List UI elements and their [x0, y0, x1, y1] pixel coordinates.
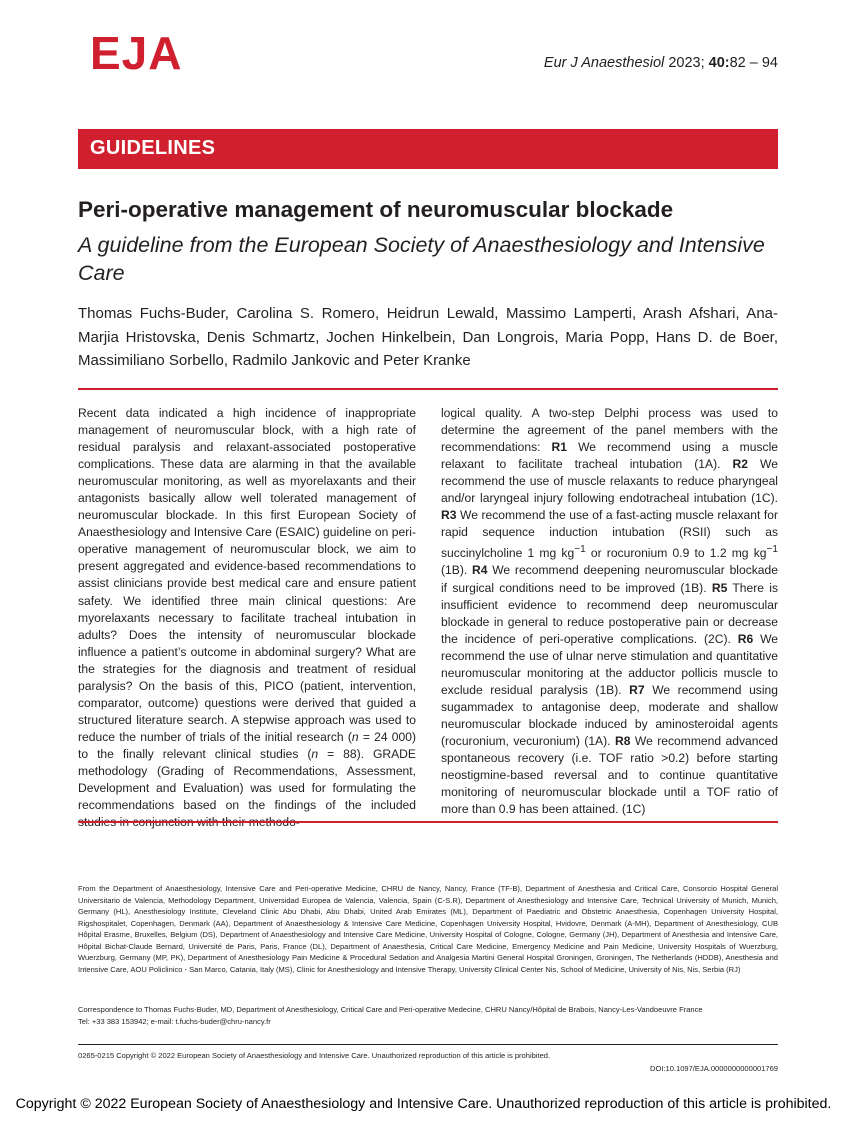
recommendation-label: R4: [471, 563, 488, 578]
recommendation-text: There is insufficient evidence to recommend deep neuromuscular blockade in general to reduce postoperative pain or decrease the incidence of peri-operative complications. (2C).: [441, 580, 779, 646]
recommendation-text: We recommend using sugammadex to antagonise deep, moderate and shallow neuromuscular blockade induced by aminosteroidal agents (rocuronium, vecuronium) (1A).: [441, 682, 778, 748]
recommendation-label: R2: [732, 457, 748, 472]
recommendation-label: R8: [614, 733, 631, 748]
copyright-line: 0265-0215 Copyright © 2022 European Society of Anaesthesiology and Intensive Care. Unauthorized reproduction of this article is prohibited.: [78, 1051, 551, 1060]
journal-volume: 40:: [708, 55, 730, 71]
divider: [78, 821, 778, 823]
recommendation-text: We recommend the use of ulnar nerve stimulation and quantitative neuromuscular monitoring at the adductor pollicis muscle to exclude residual paralysis (1B).: [441, 631, 778, 697]
doi: DOI:10.1097/EJA.0000000000001769: [650, 1064, 778, 1073]
abstract-left-column: [78, 405, 416, 831]
recommendation-label: R5: [711, 580, 728, 595]
correspondence: [78, 1004, 778, 1027]
recommendation-text: (1B).: [441, 563, 472, 578]
journal-pages: 82 – 94: [729, 55, 778, 71]
superscript: −1: [766, 544, 778, 556]
article-subtitle: A guideline from the European Society of Anaesthesiology and Intensive Care: [78, 233, 765, 285]
recommendation-label: R1: [551, 440, 568, 455]
recommendation-label: R3: [441, 508, 457, 523]
abstract-text: Recent data indicated a high incidence of inappropriate management of neuromuscular block, with a high rate of residual paralysis and relaxant-associated postoperative complications. These data are alarming in that the available neuromuscular monitoring, as well as myorelaxants and their antagonists basically allow well tolerated management of neuromuscular blockade. In this first European Society of Anaesthesiology and Intensive Care (ESAIC) guideline on peri-operative management of neuromuscular block, we aim to present aggregated and evidence-based recommendations to assist clinicians provide best medical care and ensure patient safety. We identified three main clinical questions: Are myorelaxants necessary to facilitate tracheal intubation in adults? Does the intensity of neuromuscular blockade influence a patient’s outcome in abdominal surgery? What are the strategies for the diagnosis and treatment of residual paralysis? On the basis of this, PICO (patient, intervention, comparator, outcome) questions were derived that guided a structured literature search. A stepwise approach was used to reduce the number of trials of the initial research (: [78, 406, 416, 744]
n-symbol: n: [351, 729, 359, 744]
section-banner: [78, 129, 778, 169]
section-label: GUIDELINES: [90, 137, 216, 159]
divider: [78, 388, 778, 390]
page-footer: Copyright © 2022 European Society of Anaesthesiology and Intensive Care. Unauthorized reproduction of this article is prohibited.: [15, 1096, 832, 1112]
recommendation-text: We recommend the use of a fast-acting muscle relaxant for rapid sequence induction intubation (RSII) such as succinylcholine 1 mg kg: [441, 508, 778, 561]
abstract-text: = 88). GRADE methodology (Grading of Recommendations, Assessment, Development and Evaluation) was used for formulating the recommendations based on the findings of the included: [78, 746, 416, 813]
recommendation-text: We recommend deepening neuromuscular blockade if surgical conditions need to be improved (1B).: [441, 563, 778, 595]
n-symbol: n: [311, 746, 319, 761]
superscript: −1: [574, 544, 586, 556]
abstract-text: = 24 000) to the finally relevant clinical studies (: [78, 729, 416, 761]
correspondence-contact: Tel: +33 383 153942; e-mail: t.fuchs-buder@chru-nancy.fr: [78, 1016, 271, 1026]
recommendation-text: We recommend the use of muscle relaxants to reduce pharyngeal and/or laryngeal injury following endotracheal intubation (1C).: [441, 457, 778, 506]
divider: [78, 1044, 778, 1045]
recommendation-label: R7: [629, 682, 645, 697]
correspondence-address: Correspondence to Thomas Fuchs-Buder, MD, Department of Anesthesiology, Critical Care and Peri-operative Medecine, CHRU Nancy/Hôpital de Brabois, Nancy-Les-Vandoeuvre France: [78, 1005, 703, 1014]
journal-name: Eur J Anaesthesiol: [543, 55, 665, 71]
recommendation-text: We recommend using a muscle relaxant to facilitate tracheal intubation (1A).: [441, 440, 778, 472]
recommendation-label: R6: [737, 631, 754, 646]
author-list: Thomas Fuchs-Buder, Carolina S. Romero, Heidrun Lewald, Massimo Lamperti, Arash Afshari, Ana-Marjia Hristovska, Denis Schmartz, Jochen Hinkelbein, Dan Longrois, Maria Popp, Hans D. de Boer, Massimiliano Sorbello, Radmilo Jankovic and Peter Kranke: [78, 305, 778, 369]
recommendation-text: or rocuronium 0.9 to 1.2 mg kg: [585, 546, 767, 561]
journal-logo: EJA: [90, 27, 183, 79]
journal-year: 2023;: [668, 55, 705, 71]
abstract-text: logical quality. A two-step Delphi process was used to determine the agreement of the panel members with the recommendations:: [441, 406, 778, 455]
article-title: Peri-operative management of neuromuscular blockade: [78, 197, 674, 222]
abstract-right-column: [441, 405, 778, 818]
affiliations: From the Department of Anaesthesiology, Intensive Care and Peri-operative Medicine, CHRU de Nancy, Nancy, France (TF-B), Department of Anesthesia and Critical Care, Consorcio Hospital General Universitario de Valencia, Methodology Department, Universidad Europea de Valencia, Valencia, Spain (C-S.R), Department of Anesthesiology and Intensive Care, Technical University of Munich, Munich, Germany (HL), Anesthesiology Institute, Cleveland Clinic Abu Dhabi, Abu Dhabi, United Arab Emirates (ML), Department of Paediatric and Obstetric Anaesthesia, Copenhagen University Hospital, Rigshospitalet, Copenhagen, Denmark (AA), Department of Anaesthesiology & Intensive Care Medicine, Copenhagen University Hospital, Hvidovre, Denmark (A-MH), Department of Anesthesiology, CUB Hôpital Erasme, Bruxelles, Belgium (DS), Department of Anaesthesiology and Intensive Care Medicine, University Hospital of Cologne, Cologne, Germany (JH), Department of Anesthesia and Intensive Care, Hôpital Bichat-Claude Bernard, Université de Paris, Paris, France (DL), Department of Anaesthesia, Critical Care Medicine, Emergency Medicine and Pain Medicine, University Hospitals of Wuerzburg, Wuerzburg, Germany (MP, PK), Department of Anesthesiology Pain Medicine & Procedural Sedation and Analgesia Martini General Hospital Groningen, Groningen, The Netherlands (HDDB), Anesthesia and Intensive Care, AOU Policlinico - San Marco, Catania, Italy (MS), Clinic for Anesthesiology and Intensive Therapy, University Clinical Center Nis, School of Medicine, University of Nis, Nis, Serbia (RJ): [78, 884, 778, 974]
recommendation-text: We recommend advanced spontaneous recovery (i.e. TOF ratio >0.2) before starting neostigmine-based reversal and to continue quantitative monitoring of neuromuscular blockade until a TOF ratio of more than 0.9 has been attained. (1C): [441, 733, 778, 817]
citation: [544, 55, 778, 71]
